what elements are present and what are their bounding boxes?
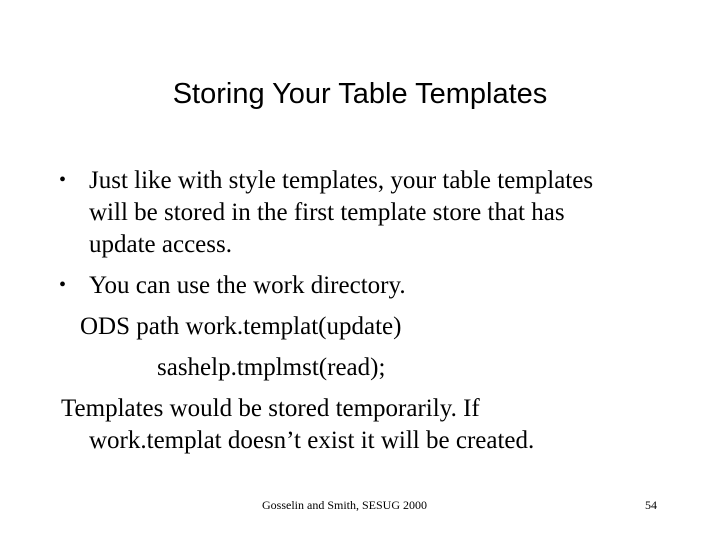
bullet-1-line-1: Just like with style templates, your table templates bbox=[89, 167, 594, 194]
slide-title: Storing Your Table Templates bbox=[172, 78, 548, 110]
paragraph-line-2: work.templat doesn’t exist it will be created. bbox=[89, 427, 535, 454]
bullet-2-line-1: You can use the work directory. bbox=[89, 272, 406, 299]
page-number: 54 bbox=[645, 498, 657, 512]
code-line-1: ODS path work.templat(update) bbox=[80, 313, 402, 340]
footer-text: Gosselin and Smith, SESUG 2000 bbox=[262, 498, 428, 512]
bullet-icon: • bbox=[59, 274, 67, 296]
code-line-2: sashelp.tmplmst(read); bbox=[157, 354, 386, 381]
bullet-1-line-2: will be stored in the first template store that has bbox=[89, 199, 565, 226]
bullet-1-line-3: update access. bbox=[89, 231, 232, 258]
bullet-icon: • bbox=[59, 169, 67, 191]
paragraph-line-1: Templates would be stored temporarily. If bbox=[61, 395, 480, 422]
